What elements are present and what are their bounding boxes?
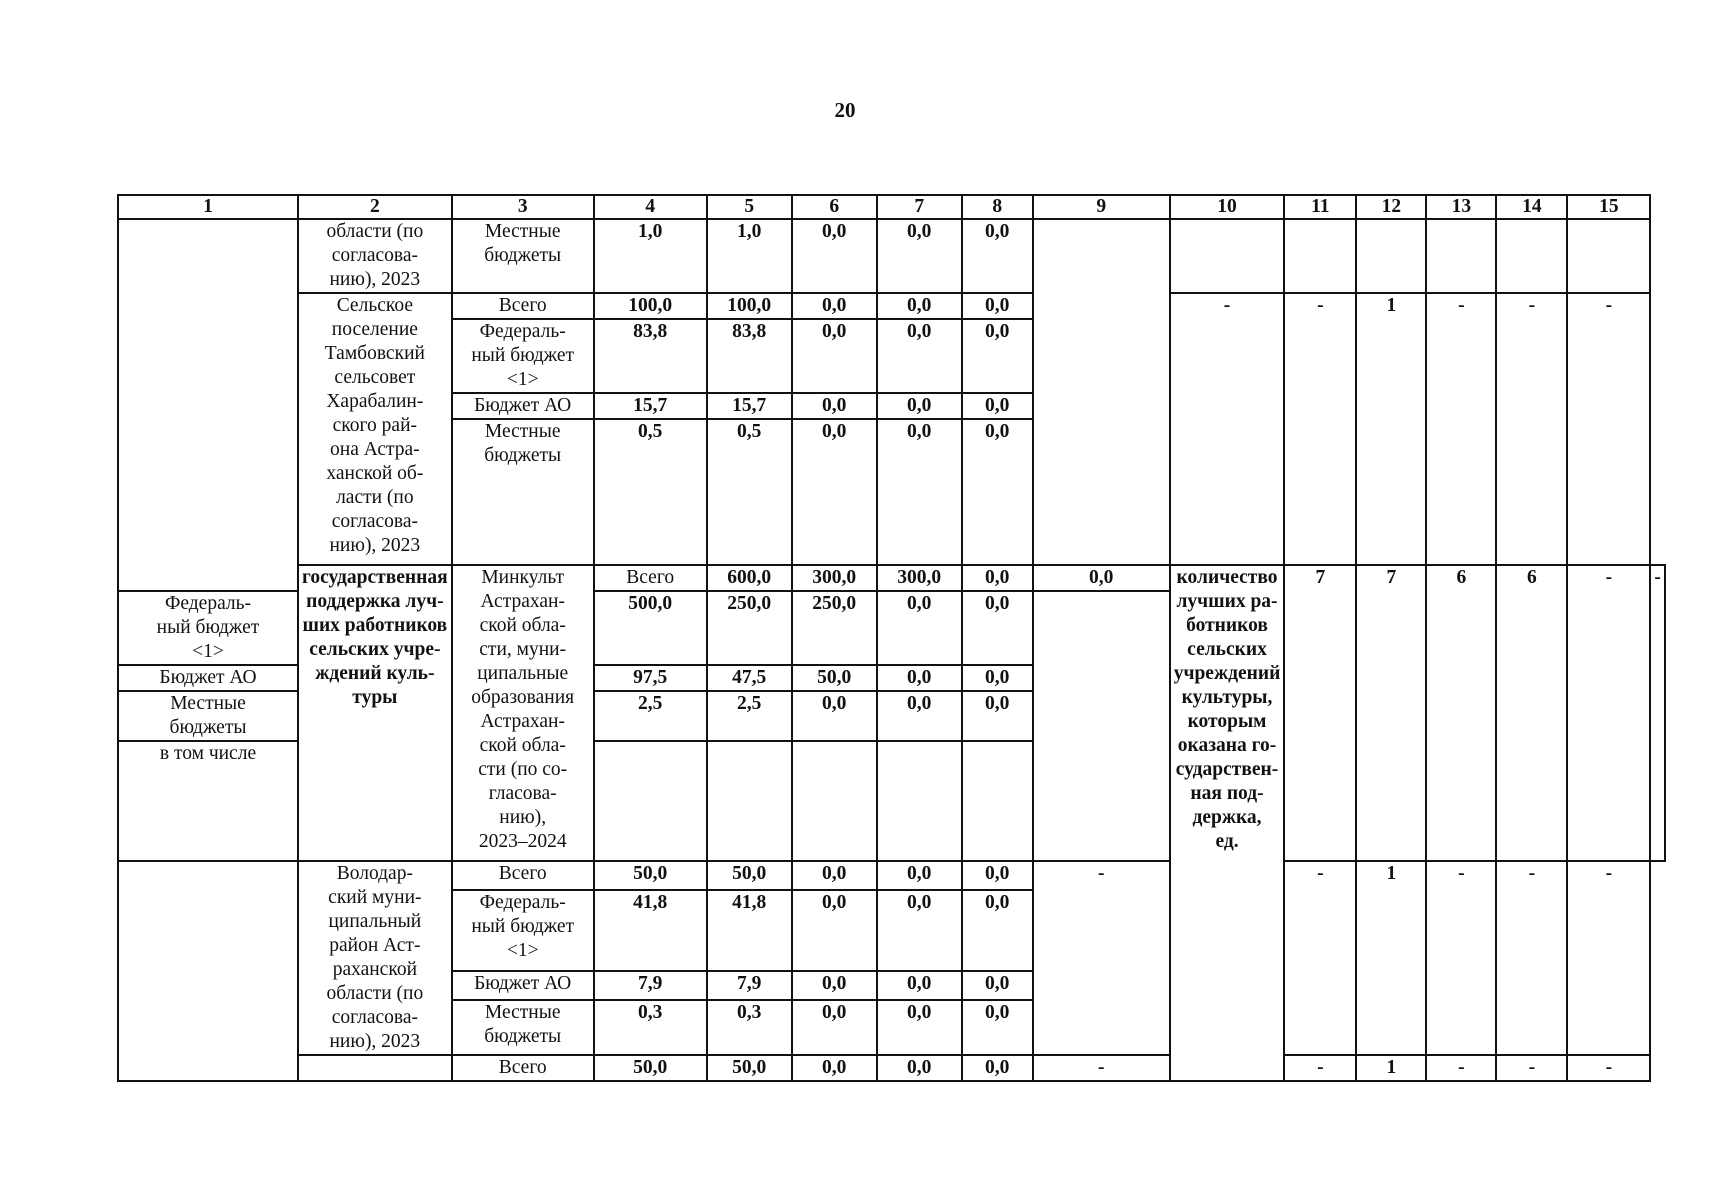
source-label-line: бюджеты [169,717,247,738]
amount-value [962,741,1033,861]
indicator-value: 6 [1496,565,1567,861]
column-number: 12 [1356,195,1426,219]
amount-value: 2,5 [594,691,707,741]
amount-value: 50,0 [792,665,877,691]
indicator-value: - [1284,861,1356,1055]
activity-cell-line: туры [352,687,398,708]
executor-cell-line: она Астра- [330,439,420,460]
indicator-name-line: держка, [1192,807,1262,828]
indicator-value: - [1496,861,1567,1055]
amount-value: 600,0 [707,565,792,591]
executor-cell [298,861,452,1055]
executor-cell [452,565,594,861]
amount-value: 0,5 [594,419,707,565]
amount-value: 500,0 [594,591,707,665]
column-number: 6 [792,195,877,219]
source-label-line: Всего [498,863,547,884]
indicator-value: - [1170,293,1285,565]
source-label [452,293,594,319]
source-label-line: бюджеты [484,1025,562,1047]
indicator-value: - [1567,1055,1650,1081]
source-label-line: Бюджет АО [474,973,572,995]
indicator-value-empty [1284,219,1356,293]
amount-value: 0,0 [962,293,1033,319]
executor-cell-line: ской обла- [479,735,566,756]
table-row [118,293,1665,319]
source-label-line: <1> [506,369,539,390]
indicator-value: 7 [1284,565,1356,861]
amount-value: 0,0 [877,971,962,1000]
amount-value: 15,7 [707,393,792,419]
activity-cell [298,565,452,861]
header-row [118,195,1665,219]
amount-value: 0,0 [792,890,877,972]
page-number: 20 [834,98,856,122]
column-number: 4 [594,195,707,219]
amount-value: 250,0 [707,591,792,665]
amount-value: 0,0 [877,691,962,741]
source-label-line: Местные [170,693,246,714]
activity-cell-line: ших работников [302,615,448,636]
activity-cell-empty [118,219,298,591]
executor-cell-line: район Аст- [329,935,421,956]
executor-cell-line: Володар- [336,863,413,884]
source-label-line: <1> [506,939,539,961]
executor-cell-line: нию), 2023 [329,535,421,556]
amount-value: 2,5 [707,691,792,741]
source-label-line: бюджеты [484,245,562,266]
executor-cell-line: Астрахан- [480,711,565,732]
amount-value: 300,0 [877,565,962,591]
executor-cell-line: сельсовет [334,367,416,388]
indicator-value: - [1496,1055,1567,1081]
executor-cell [298,293,452,565]
amount-value [792,741,877,861]
source-label [594,565,707,591]
indicator-name-line: ная под- [1190,783,1264,804]
source-label [452,971,594,1000]
source-label-line: Всего [498,1057,547,1078]
source-label-line: ный бюджет [471,915,575,937]
source-label [118,665,298,691]
indicator-value: - [1426,293,1496,565]
amount-value: 7,9 [707,971,792,1000]
amount-value: 0,0 [962,1000,1033,1055]
executor-cell-line: Харабалин- [326,391,424,412]
executor-cell-line: Минкульт [481,567,565,588]
indicator-value-empty [1496,219,1567,293]
amount-value: 0,0 [792,219,877,293]
amount-value: 0,0 [962,971,1033,1000]
indicator-value-empty [1567,219,1650,293]
amount-value: 300,0 [792,565,877,591]
executor-cell-line: Астрахан- [480,591,565,612]
amount-value: 0,0 [962,890,1033,972]
amount-value: 0,0 [792,971,877,1000]
activity-cell-empty [118,861,298,1081]
source-label-line: Федераль- [164,593,252,614]
executor-cell-line: согласова- [331,511,418,532]
indicator-value: - [1567,293,1650,565]
column-number: 8 [962,195,1033,219]
executor-cell-empty [298,1055,452,1081]
column-number: 10 [1170,195,1285,219]
indicator-value: 7 [1356,565,1426,861]
executor-cell-line: гласова- [488,783,557,804]
table-row [118,219,1665,293]
column-number: 13 [1426,195,1496,219]
amount-value: 0,0 [962,691,1033,741]
amount-value: 1,0 [594,219,707,293]
amount-value: 0,0 [962,393,1033,419]
amount-value: 50,0 [707,1055,792,1081]
source-label-line: Бюджет АО [474,395,572,416]
amount-value: 100,0 [594,293,707,319]
indicator-value: - [1426,1055,1496,1081]
indicator-value: - [1426,861,1496,1055]
amount-value: 50,0 [594,861,707,890]
indicator-name-line: количество [1176,567,1278,588]
activity-cell-line: государственная [302,567,448,588]
amount-value: 0,0 [962,591,1033,665]
source-label [118,741,298,861]
indicator-value-empty [1356,219,1426,293]
source-label [452,219,594,293]
table-row [118,1055,1665,1081]
amount-value: 0,0 [1033,565,1170,591]
amount-value: 0,0 [877,219,962,293]
executor-cell-line: Сельское [336,295,413,316]
table-row [118,861,1665,890]
amount-value: 0,0 [877,293,962,319]
table-row [118,565,1665,591]
amount-value: 0,0 [877,591,962,665]
indicator-name-line: лучших ра- [1176,591,1278,612]
source-label-line: в том числе [159,743,257,764]
executor-cell-line: области (по [326,983,424,1004]
source-label [452,890,594,972]
indicator-value: - [1284,1055,1356,1081]
executor-cell-line: ханской об- [326,463,424,484]
indicator-name-line: ботников [1186,615,1268,636]
executor-cell-line: Тамбовский [324,343,425,364]
column-number: 11 [1284,195,1356,219]
indicator-value: - [1496,293,1567,565]
amount-value: 0,0 [792,1055,877,1081]
amount-value: 0,0 [792,393,877,419]
amount-value: 0,0 [792,861,877,890]
indicator-value: - [1567,861,1650,1055]
indicator-name-line: культуры, [1181,687,1273,708]
column-number: 9 [1033,195,1170,219]
amount-value: 0,0 [792,319,877,393]
amount-value: 7,9 [594,971,707,1000]
indicator-name-line: сельских [1187,639,1267,660]
amount-value: 0,3 [594,1000,707,1055]
executor-cell-line: ский муни- [328,887,422,908]
amount-value: 50,0 [707,861,792,890]
amount-value: 250,0 [792,591,877,665]
activity-cell-line: сельских учре- [309,639,441,660]
executor-cell-line: поселение [331,319,418,340]
activity-cell-line: поддержка луч- [306,591,444,612]
activity-cell-line: ждений куль- [315,663,435,684]
executor-cell-line: нию), 2023 [329,269,421,290]
executor-cell-line: 2023–2024 [478,831,567,852]
executor-cell-line: ципальные [477,663,569,684]
executor-cell-line: образования [471,687,575,708]
amount-value: 41,8 [707,890,792,972]
source-label-line: Федераль- [479,891,566,913]
source-label-line: Местные [484,1001,561,1023]
source-label-line: бюджеты [484,445,562,466]
indicator-value: 1 [1356,861,1426,1055]
executor-cell-line: ласти (по [336,487,414,508]
source-label [452,1000,594,1055]
amount-value [707,741,792,861]
amount-value: 0,0 [877,393,962,419]
indicator-name-line: учреждений [1173,663,1281,684]
executor-cell-line: согласова- [331,1007,418,1028]
amount-value: 0,0 [877,1000,962,1055]
amount-value: 15,7 [594,393,707,419]
executor-cell-line: ского рай- [332,415,418,436]
indicator-name-line: которым [1187,711,1267,732]
amount-value: 0,0 [792,1000,877,1055]
source-label-line: Бюджет АО [159,667,257,688]
amount-value: 1,0 [707,219,792,293]
amount-value: 83,8 [707,319,792,393]
source-label [452,393,594,419]
amount-value: 0,0 [877,890,962,972]
amount-value: 0,0 [962,565,1033,591]
amount-value: 0,3 [707,1000,792,1055]
amount-value: 0,0 [962,219,1033,293]
executor-cell-line: ципальный [328,911,422,932]
source-label [452,319,594,393]
source-label [118,691,298,741]
amount-value: 97,5 [594,665,707,691]
indicator-value-empty [1170,219,1285,293]
amount-value: 100,0 [707,293,792,319]
indicator-name [1170,565,1285,1081]
indicator-name-line: сударствен- [1175,759,1279,780]
amount-value: 0,0 [877,319,962,393]
source-label-line: Местные [484,221,561,242]
source-label-line: Местные [484,421,561,442]
executor-cell [298,219,452,293]
indicator-value: - [1650,565,1665,861]
budget-table [117,194,1666,1082]
source-label [452,1055,594,1081]
amount-value: 0,0 [792,293,877,319]
indicator-name-line: ед. [1215,831,1239,852]
amount-value [594,741,707,861]
amount-value: 41,8 [594,890,707,972]
source-label [452,419,594,565]
indicator-value: - [1033,861,1170,1055]
amount-value: 0,0 [877,665,962,691]
source-label-line: Федераль- [479,321,566,342]
executor-cell-line: согласова- [331,245,418,266]
column-number: 3 [452,195,594,219]
amount-value: 0,0 [962,319,1033,393]
indicator-value: - [1284,293,1356,565]
executor-cell-line: раханской [332,959,418,980]
amount-value: 0,0 [792,419,877,565]
indicator-value: 1 [1356,1055,1426,1081]
executor-cell-line: нию), [499,807,547,828]
column-number: 5 [707,195,792,219]
source-label [452,861,594,890]
indicator-name-empty [1033,219,1170,565]
amount-value: 0,0 [877,419,962,565]
source-label [118,591,298,665]
source-label-line: Всего [626,567,675,588]
amount-value: 0,0 [962,861,1033,890]
amount-value: 0,0 [962,1055,1033,1081]
amount-value: 0,5 [707,419,792,565]
column-number: 2 [298,195,452,219]
executor-cell-line: сти, муни- [479,639,567,660]
amount-value: 50,0 [594,1055,707,1081]
indicator-value-empty [1426,219,1496,293]
source-label-line: ный бюджет [156,617,260,638]
indicator-name-line: оказана го- [1177,735,1277,756]
column-number: 14 [1496,195,1567,219]
indicator-value: - [1567,565,1650,861]
amount-value: 0,0 [877,1055,962,1081]
indicator-value: - [1033,1055,1170,1081]
executor-cell-line: области (по [326,221,424,242]
column-number: 1 [118,195,298,219]
indicator-value: 6 [1426,565,1496,861]
source-label-line: Всего [498,295,547,316]
source-label-line: ный бюджет [471,345,575,366]
executor-cell-line: сти (по со- [478,759,568,780]
executor-cell-line: ской обла- [479,615,566,636]
column-number: 15 [1567,195,1650,219]
amount-value: 0,0 [962,665,1033,691]
indicator-value: 1 [1356,293,1426,565]
amount-value: 47,5 [707,665,792,691]
executor-cell-line: нию), 2023 [329,1031,421,1052]
column-number: 7 [877,195,962,219]
amount-value: 0,0 [792,691,877,741]
amount-value: 0,0 [877,861,962,890]
amount-value [877,741,962,861]
source-label-line: <1> [192,641,224,662]
amount-value: 0,0 [962,419,1033,565]
amount-value: 83,8 [594,319,707,393]
